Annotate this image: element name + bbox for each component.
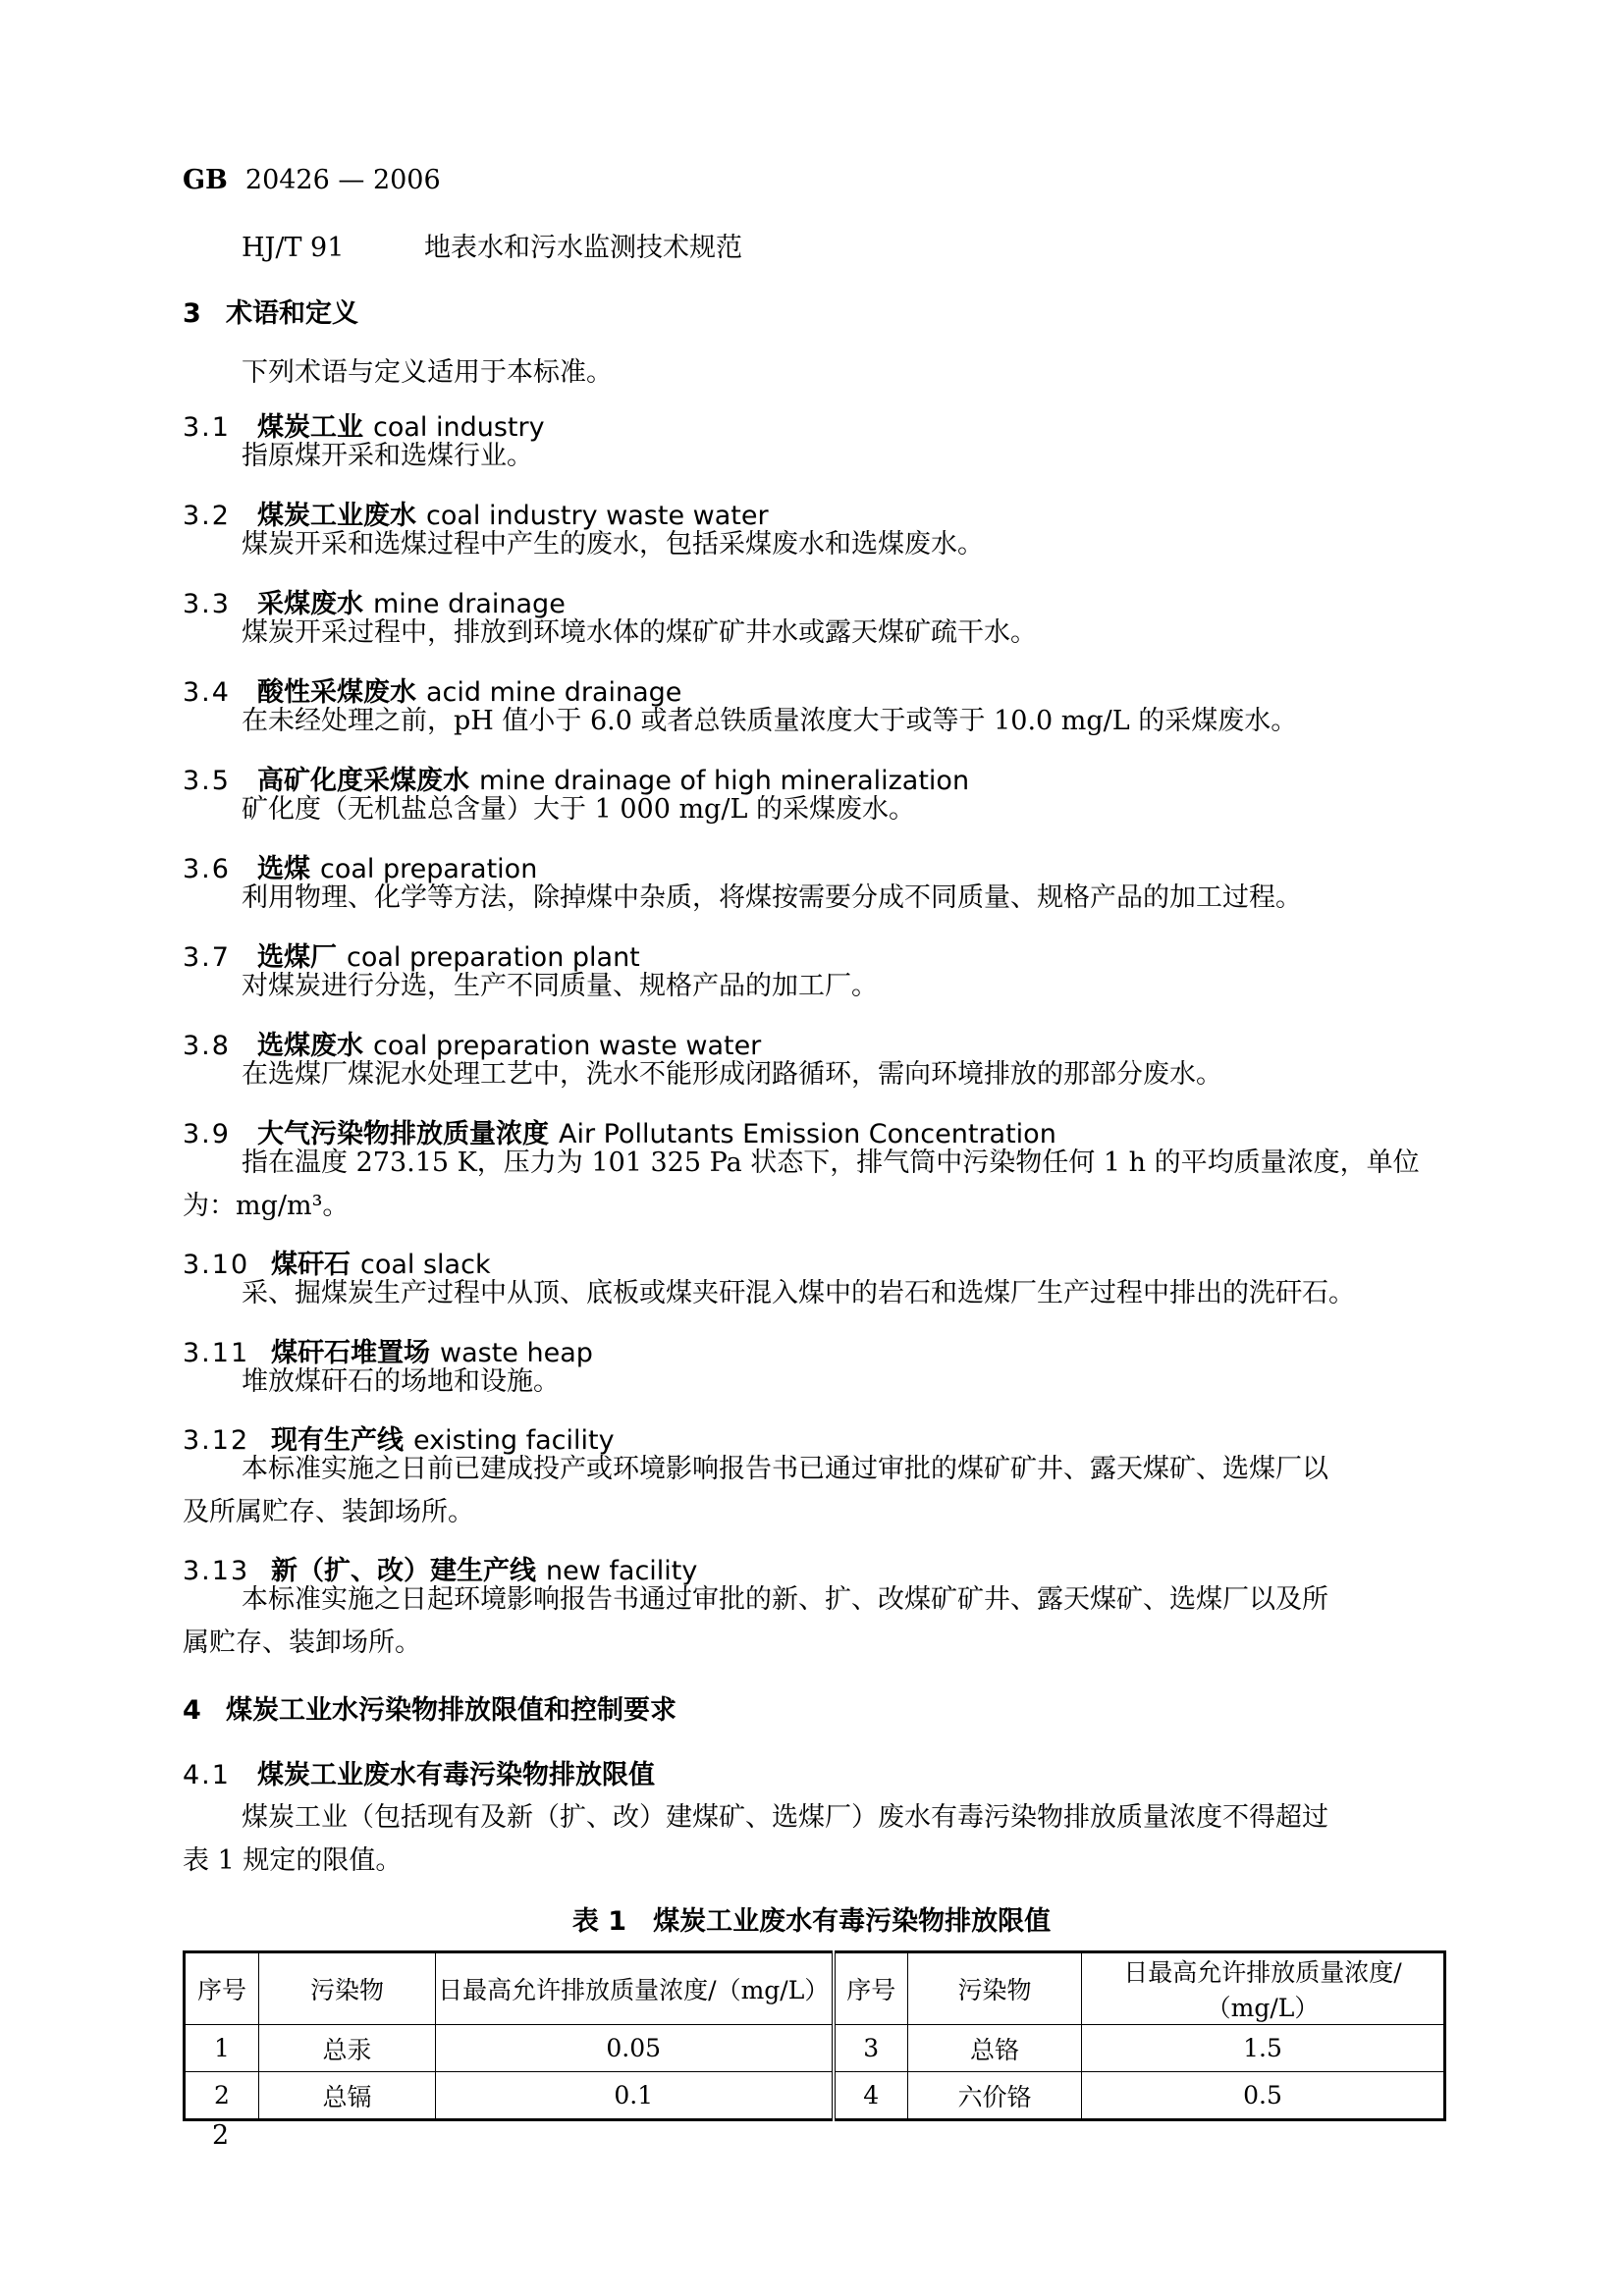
subsection-number: 4.1: [183, 1760, 231, 1790]
table-header-row: [185, 1952, 1445, 2025]
section-title: 煤炭工业水污染物排放限值和控制要求: [226, 1695, 676, 1726]
term-english: coal preparation waste water: [373, 1031, 762, 1061]
document-header: [183, 165, 441, 195]
term-english: coal slack: [360, 1250, 491, 1280]
term-definition-line: 煤炭开采过程中，排放到环境水体的煤矿矿井水或露天煤矿疏干水。: [242, 617, 1037, 648]
table-cell: 1: [185, 2025, 259, 2072]
term-number: 3.10: [183, 1250, 250, 1280]
term-number: 3.9: [183, 1119, 231, 1149]
term-chinese: 选煤厂: [257, 942, 337, 973]
term-english: acid mine drainage: [426, 677, 682, 708]
standard-prefix: GB: [183, 165, 228, 195]
column-header: 序号: [834, 1952, 908, 2025]
pollutant-limits-table: [183, 1950, 1446, 2121]
term-definition-line: 采、掘煤炭生产过程中从顶、底板或煤夹矸混入煤中的岩石和选煤厂生产过程中排出的洗矸石。: [242, 1278, 1355, 1308]
term-number: 3.8: [183, 1031, 231, 1061]
term-number: 3.1: [183, 412, 231, 443]
column-header: 日最高允许排放质量浓度/（mg/L）: [1082, 1952, 1445, 2025]
term-number: 3.3: [183, 589, 231, 619]
table-cell: 总镉: [259, 2072, 436, 2120]
subsection-4-1-body-line-1: 煤炭工业（包括现有及新（扩、改）建煤矿、选煤厂）废水有毒污染物排放质量浓度不得超过: [242, 1802, 1328, 1833]
term-number: 3.4: [183, 677, 231, 708]
term-definition-line: 指原煤开采和选煤行业。: [242, 441, 533, 471]
term-number: 3.6: [183, 854, 231, 884]
section-4-heading: [183, 1688, 676, 1727]
section-3-heading: [183, 292, 358, 330]
term-english: coal preparation plant: [347, 942, 640, 973]
term-number: 3.11: [183, 1338, 250, 1368]
term-chinese: 选煤废水: [257, 1031, 363, 1061]
table-cell: 3: [834, 2025, 908, 2072]
term-number: 3.7: [183, 942, 231, 973]
term-english: coal industry: [373, 412, 545, 443]
column-header: 污染物: [259, 1952, 436, 2025]
term-definition-line: 指在温度 273.15 K，压力为 101 325 Pa 状态下，排气筒中污染物任何 1 h 的平均质量浓度，单位: [242, 1148, 1420, 1178]
term-definition-line: 煤炭开采和选煤过程中产生的废水，包括采煤废水和选煤废水。: [242, 529, 984, 560]
column-header: 污染物: [908, 1952, 1082, 2025]
standard-number: 20426 — 2006: [244, 165, 441, 195]
term-english: coal industry waste water: [426, 501, 769, 531]
table-cell: 0.5: [1082, 2072, 1445, 2120]
term-chinese: 煤矸石堆置场: [271, 1338, 430, 1368]
term-definition-line: 属贮存、装卸场所。: [183, 1628, 421, 1658]
normative-reference: [242, 226, 742, 264]
table-cell: 4: [834, 2072, 908, 2120]
section-3-intro: 下列术语与定义适用于本标准。: [242, 357, 613, 388]
subsection-4-1-heading: [183, 1753, 655, 1791]
term-english: existing facility: [413, 1425, 615, 1456]
term-definition-line: 及所属贮存、装卸场所。: [183, 1497, 474, 1527]
table-title: 表 1 煤炭工业废水有毒污染物排放限值: [571, 1906, 1052, 1937]
column-header: 日最高允许排放质量浓度/（mg/L）: [436, 1952, 834, 2025]
term-chinese: 酸性采煤废水: [257, 677, 416, 708]
term-number: 3.5: [183, 766, 231, 796]
term-definition-line: 在未经处理之前，pH 值小于 6.0 或者总铁质量浓度大于或等于 10.0 mg/L 的采煤废水。: [242, 706, 1298, 736]
term-definition-line: 对煤炭进行分选，生产不同质量、规格产品的加工厂。: [242, 971, 878, 1001]
subsection-title: 煤炭工业废水有毒污染物排放限值: [257, 1760, 655, 1790]
term-definition-line: 为：mg/m³。: [183, 1191, 350, 1221]
term-definition-line: 矿化度（无机盐总含量）大于 1 000 mg/L 的采煤废水。: [242, 794, 915, 825]
term-chinese: 煤炭工业: [257, 412, 363, 443]
reference-title: 地表水和污水监测技术规范: [424, 233, 742, 263]
table-cell: 总汞: [259, 2025, 436, 2072]
term-chinese: 煤矸石: [271, 1250, 351, 1280]
term-number: 3.2: [183, 501, 231, 531]
table-cell: 六价铬: [908, 2072, 1082, 2120]
term-chinese: 现有生产线: [271, 1425, 404, 1456]
table-cell: 1.5: [1082, 2025, 1445, 2072]
term-definition-line: 堆放煤矸石的场地和设施。: [242, 1366, 560, 1397]
reference-code: HJ/T 91: [242, 233, 345, 263]
term-english: coal preparation: [320, 854, 538, 884]
term-english: mine drainage of high mineralization: [479, 766, 970, 796]
section-number: 3: [183, 298, 201, 329]
term-definition-line: 本标准实施之日起环境影响报告书通过审批的新、扩、改煤矿矿井、露天煤矿、选煤厂以及所: [242, 1584, 1328, 1615]
term-english: Air Pollutants Emission Concentration: [559, 1119, 1056, 1149]
table-cell: 0.1: [436, 2072, 834, 2120]
term-chinese: 新（扩、改）建生产线: [271, 1556, 536, 1586]
section-number: 4: [183, 1695, 201, 1726]
term-chinese: 选煤: [257, 854, 310, 884]
term-number: 3.12: [183, 1425, 250, 1456]
term-english: mine drainage: [373, 589, 566, 619]
term-definition-line: 本标准实施之日前已建成投产或环境影响报告书已通过审批的煤矿矿井、露天煤矿、选煤厂以: [242, 1454, 1328, 1484]
term-chinese: 采煤废水: [257, 589, 363, 619]
table-row: [185, 2072, 1445, 2120]
term-chinese: 大气污染物排放质量浓度: [257, 1119, 549, 1149]
term-english: new facility: [546, 1556, 698, 1586]
table-cell: 0.05: [436, 2025, 834, 2072]
table-row: [185, 2025, 1445, 2072]
term-definition-line: 利用物理、化学等方法，除掉煤中杂质，将煤按需要分成不同质量、规格产品的加工过程。: [242, 882, 1302, 913]
term-english: waste heap: [440, 1338, 593, 1368]
term-chinese: 煤炭工业废水: [257, 501, 416, 531]
term-number: 3.13: [183, 1556, 250, 1586]
table-cell: 总铬: [908, 2025, 1082, 2072]
column-header: 序号: [185, 1952, 259, 2025]
term-chinese: 高矿化度采煤废水: [257, 766, 469, 796]
section-title: 术语和定义: [226, 298, 358, 329]
table-cell: 2: [185, 2072, 259, 2120]
subsection-4-1-body-line-2: 表 1 规定的限值。: [183, 1845, 403, 1876]
term-definition-line: 在选煤厂煤泥水处理工艺中，洗水不能形成闭路循环，需向环境排放的那部分废水。: [242, 1059, 1222, 1090]
page-number: 2: [212, 2120, 230, 2151]
